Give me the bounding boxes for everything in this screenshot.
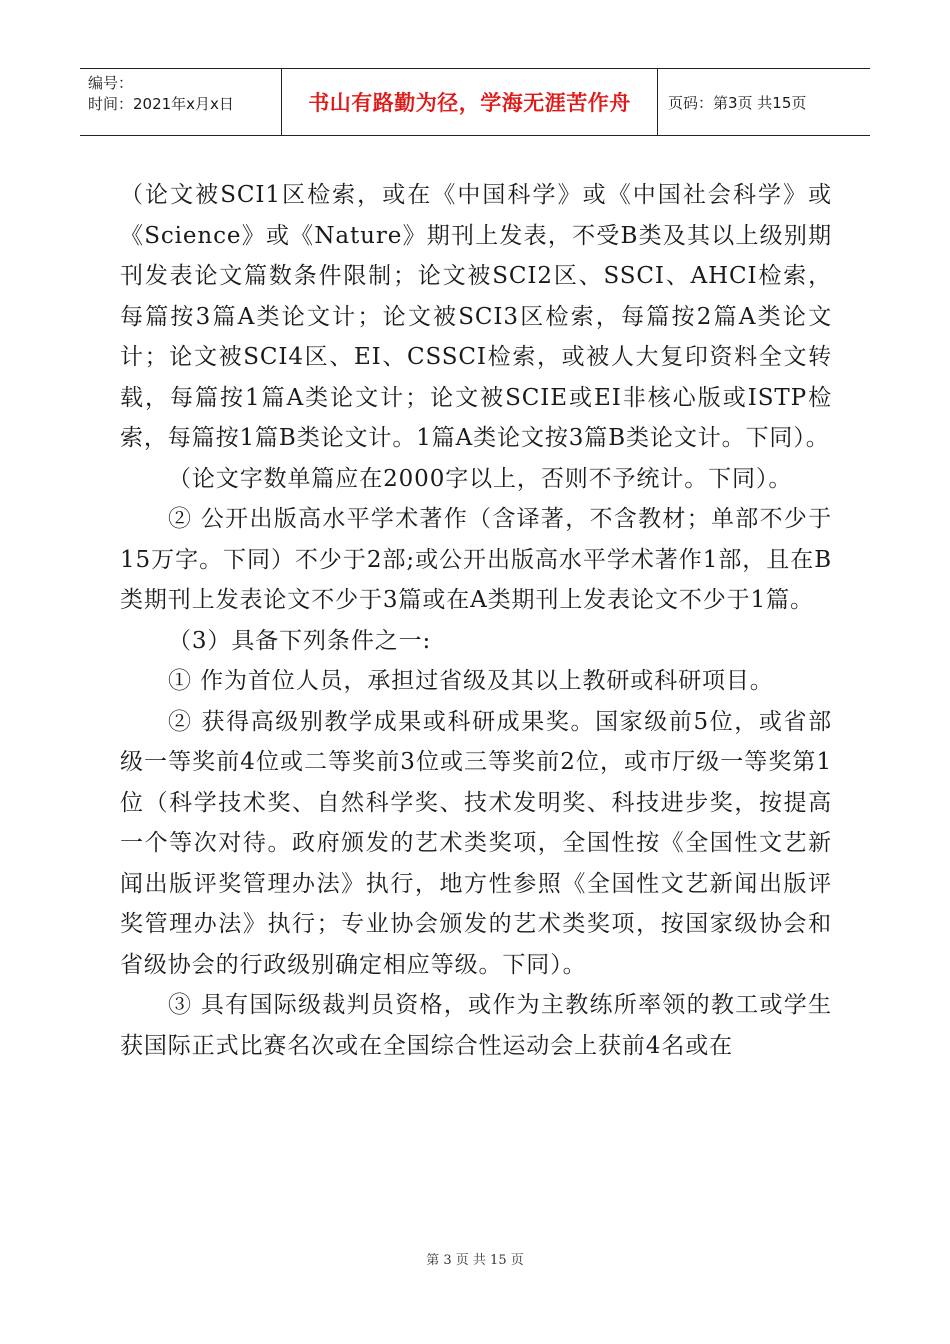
document-date: 时间：2021年x月x日 [88,95,234,113]
header-motto: 书山有路勤为径，学海无涯苦作舟 [308,91,631,115]
paragraph-referee: ③ 具有国际级裁判员资格，或作为主教练所率领的教工或学生获国际正式比赛名次或在全国综合性运动会上获前4名或在 [120,992,832,1059]
paragraph-paper-indexing: （论文被SCI1区检索，或在《中国科学》或《中国社会科学》或《Science》或《Nature》期刊上发表，不受B类及其以上级别期刊发表论文篇数条件限制；论文被SCI2区、SSCI、AHCI检索，每篇按3篇A类论文计；论文被SCI3区检索，每篇按2篇A类论文计；论文被SCI4区、EI、CSSCI检索，或被人大复印资料全文转载，每篇按1篇A类论文计；论文被SCIE或EI非核心版或ISTP检索，每篇按1篇B类论文计。1篇A类论文按3篇B类论文计。下同）。 [120,182,832,451]
header-page-code: 页码：第3页 共15页 [668,93,807,112]
document-body [120,175,832,1066]
page-header [80,68,870,136]
paragraph-project: ① 作为首位人员，承担过省级及其以上教研或科研项目。 [168,668,774,694]
paragraph-condition-heading: （3）具备下列条件之一: [168,627,432,654]
paragraph-monograph: ② 公开出版高水平学术著作（含译著，不含教材；单部不少于15万字。下同）不少于2部;或公开出版高水平学术著作1部，且在B类期刊上发表论文不少于3篇或在A类期刊上发表论文不少于1篇。 [120,506,832,613]
paragraph-word-count: （论文字数单篇应在2000字以上，否则不予统计。下同）。 [168,465,793,492]
paragraph-award: ② 获得高级别教学成果或科研成果奖。国家级前5位，或省部级一等奖前4位或二等奖前3位或三等奖前2位，或市厅级一等奖第1位（科学技术奖、自然科学奖、技术发明奖、科技进步奖，按提高一个等次对待。政府颁发的艺术类奖项，全国性按《全国性文艺新闻出版评奖管理办法》执行，地方性参照《全国性文艺新闻出版评奖管理办法》执行；专业协会颁发的艺术类奖项，按国家级协会和省级协会的行政级别确定相应等级。下同）。 [120,708,832,978]
header-page-cell [658,69,870,135]
document-number-label: 编号： [88,74,134,92]
header-motto-cell [282,69,658,135]
page-footer: 第 3 页 共 15 页 [426,1253,524,1268]
header-meta-cell [80,69,282,135]
